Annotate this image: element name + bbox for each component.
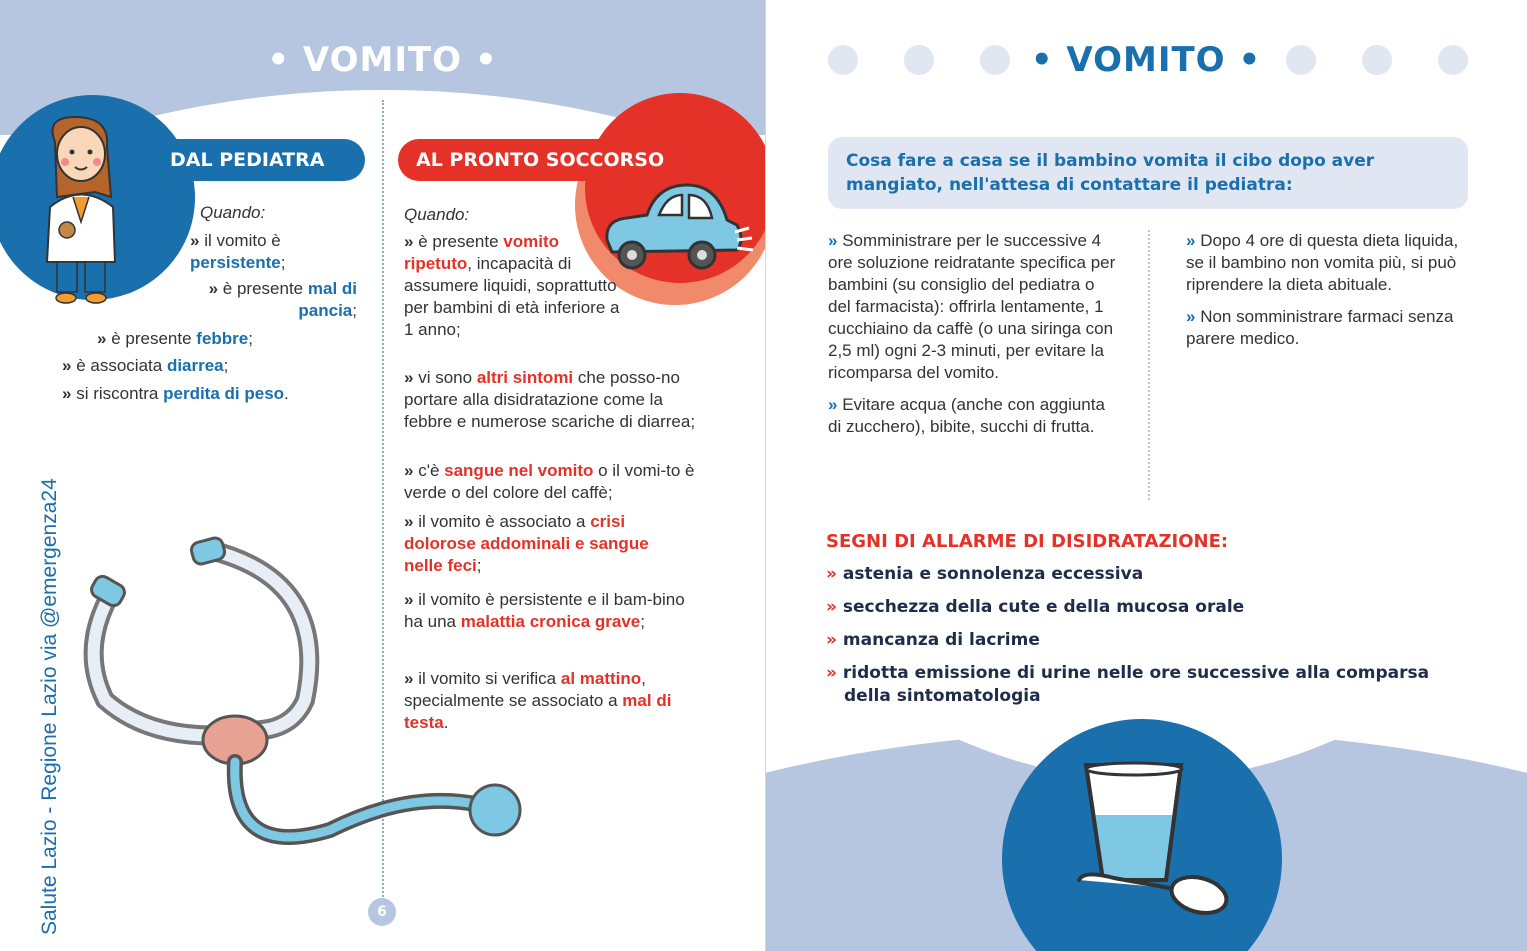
alarm-item: » astenia e sonnolenza eccessiva bbox=[826, 564, 1144, 584]
stethoscope-illustration bbox=[80, 530, 540, 870]
pronto-item-3: » c'è sangue nel vomito o il vomi-to è verde o del colore del caffè; bbox=[404, 461, 695, 502]
pronto-item-4: » il vomito è associato a crisi dolorose addominali e sangue nelle feci; bbox=[404, 512, 649, 575]
pronto-soccorso-heading: AL PRONTO SOCCORSO bbox=[398, 139, 688, 181]
decor-dot bbox=[904, 45, 934, 75]
pronto-when: Quando: bbox=[404, 205, 470, 224]
pediatra-item-5: » si riscontra perdita di peso. bbox=[62, 384, 289, 403]
left-page-title: • VOMITO • bbox=[267, 40, 498, 80]
home-care-col2 bbox=[1186, 230, 1466, 350]
decor-dot bbox=[980, 45, 1010, 75]
pediatra-item-3: » è presente febbre; bbox=[97, 329, 253, 348]
watermark-side-text: Salute Lazio - Regione Lazio via @emergenza24 bbox=[38, 478, 61, 935]
decor-dot bbox=[828, 45, 858, 75]
pediatra-item-4: » è associata diarrea; bbox=[62, 356, 229, 375]
page-number: 6 bbox=[368, 898, 396, 926]
pronto-item-6: » il vomito si verifica al mattino, specialmente se associato a mal di testa. bbox=[404, 669, 672, 732]
decor-dot bbox=[1286, 45, 1316, 75]
alarm-title: SEGNI DI ALLARME DI DISIDRATAZIONE: bbox=[826, 531, 1229, 552]
decor-dot bbox=[1362, 45, 1392, 75]
home-care-item: » Somministrare per le successive 4 ore soluzione reidratante specifica per bambini (su consiglio del pediatra o del farmacista): offrirla lentamente, 1 cucchiaino da caffè (o una siringa con 2,5 ml) ogni 2-3 minuti, per evitare la ricomparsa del vomito. bbox=[828, 231, 1116, 382]
alarm-list bbox=[826, 563, 1476, 718]
pronto-item-1: » è presente vomito ripetuto, incapacità di assumere liquidi, soprattutto per bambini di età inferiore a 1 anno; bbox=[404, 232, 620, 339]
doctor-illustration bbox=[35, 112, 135, 312]
home-care-question: Cosa fare a casa se il bambino vomita il cibo dopo aver mangiato, nell'attesa di contattare il pediatra: bbox=[828, 137, 1468, 209]
home-care-item: » Evitare acqua (anche con aggiunta di zucchero), bibite, succhi di frutta. bbox=[828, 395, 1105, 436]
pediatra-item-1: » il vomito è persistente; bbox=[190, 231, 286, 272]
home-care-item: » Non somministrare farmaci senza parere medico. bbox=[1186, 307, 1454, 348]
decor-dot bbox=[1438, 45, 1468, 75]
home-care-col1 bbox=[828, 230, 1118, 438]
pediatra-item-2: » è presente mal di pancia; bbox=[208, 279, 357, 320]
spoon-icon bbox=[1074, 860, 1234, 920]
pronto-item-2: » vi sono altri sintomi che posso-no portare alla disidratazione come la febbre e numerose scariche di diarrea; bbox=[404, 368, 696, 431]
alarm-item: » ridotta emissione di urine nelle ore successive alla comparsa della sintomatologia bbox=[826, 663, 1430, 706]
home-care-item: » Dopo 4 ore di questa dieta liquida, se il bambino non vomita più, si può riprendere la dieta abituale. bbox=[1186, 231, 1459, 294]
right-page bbox=[765, 0, 1527, 951]
pediatra-heading: DAL PEDIATRA bbox=[150, 139, 365, 181]
pronto-item-5: » il vomito è persistente e il bam-bino ha una malattia cronica grave; bbox=[404, 590, 685, 631]
alarm-item: » secchezza della cute e della mucosa orale bbox=[826, 597, 1245, 617]
alarm-item: » mancanza di lacrime bbox=[826, 630, 1040, 650]
pediatra-when: Quando: bbox=[200, 203, 266, 222]
right-column-divider bbox=[1148, 230, 1150, 500]
right-page-title: • VOMITO • bbox=[1030, 40, 1262, 80]
